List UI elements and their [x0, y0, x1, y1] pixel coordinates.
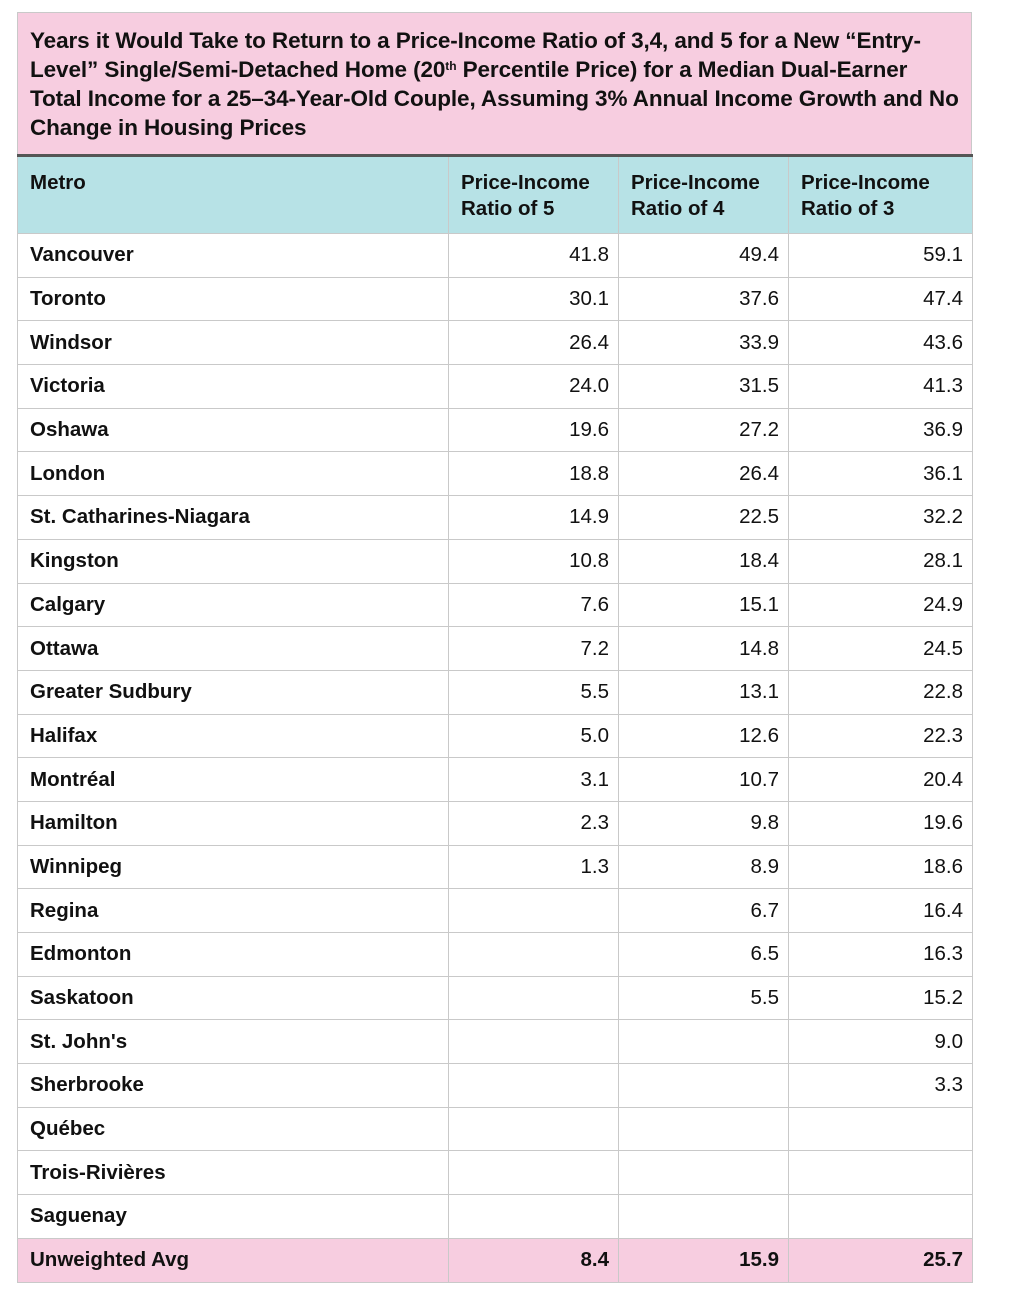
table-row	[18, 627, 973, 671]
ratio-4-value: 8.9	[619, 845, 789, 889]
average-label: Unweighted Avg	[18, 1238, 449, 1282]
table-row	[18, 365, 973, 409]
table-row	[18, 976, 973, 1020]
header-ratio-4: Price-Income Ratio of 4	[619, 156, 789, 234]
metro-name: Toronto	[18, 277, 449, 321]
ratio-5-value: 26.4	[449, 321, 619, 365]
metro-name: Regina	[18, 889, 449, 933]
table-row	[18, 277, 973, 321]
metro-name: Montréal	[18, 758, 449, 802]
ratio-4-value: 6.5	[619, 933, 789, 977]
ratio-5-value: 5.5	[449, 670, 619, 714]
metro-name: Hamilton	[18, 801, 449, 845]
ratio-5-value: 10.8	[449, 539, 619, 583]
ratio-4-value: 37.6	[619, 277, 789, 321]
metro-name: Québec	[18, 1107, 449, 1151]
table-row	[18, 408, 973, 452]
metro-name: Vancouver	[18, 234, 449, 278]
ratio-5-value: 18.8	[449, 452, 619, 496]
table-row	[18, 234, 973, 278]
ratio-5-value	[449, 889, 619, 933]
ratio-4-value: 6.7	[619, 889, 789, 933]
ratio-3-value	[789, 1195, 973, 1239]
ratio-4-value: 10.7	[619, 758, 789, 802]
ratio-3-value: 16.4	[789, 889, 973, 933]
ratio-4-value	[619, 1107, 789, 1151]
table-row	[18, 1151, 973, 1195]
ratio-4-value: 31.5	[619, 365, 789, 409]
metro-name: Ottawa	[18, 627, 449, 671]
ratio-5-value: 14.9	[449, 496, 619, 540]
ratio-3-value: 16.3	[789, 933, 973, 977]
header-ratio-3: Price-Income Ratio of 3	[789, 156, 973, 234]
ratio-3-value: 9.0	[789, 1020, 973, 1064]
ratio-4-value	[619, 1151, 789, 1195]
ratio-4-value: 27.2	[619, 408, 789, 452]
table-row	[18, 452, 973, 496]
ratio-5-value: 5.0	[449, 714, 619, 758]
ratio-4-value: 9.8	[619, 801, 789, 845]
ratio-5-value: 2.3	[449, 801, 619, 845]
metro-name: Windsor	[18, 321, 449, 365]
ratio-4-value: 26.4	[619, 452, 789, 496]
ratio-4-value: 15.1	[619, 583, 789, 627]
table-row	[18, 670, 973, 714]
ratio-3-value: 36.9	[789, 408, 973, 452]
metro-name: Greater Sudbury	[18, 670, 449, 714]
ratio-4-value: 13.1	[619, 670, 789, 714]
header-metro: Metro	[18, 156, 449, 234]
ratio-4-value	[619, 1020, 789, 1064]
ratio-3-value	[789, 1107, 973, 1151]
average-ratio-4: 15.9	[619, 1238, 789, 1282]
table-row	[18, 1195, 973, 1239]
metro-name: St. John's	[18, 1020, 449, 1064]
metro-name: Edmonton	[18, 933, 449, 977]
ratio-5-value: 30.1	[449, 277, 619, 321]
ratio-4-value: 49.4	[619, 234, 789, 278]
ratio-3-value: 43.6	[789, 321, 973, 365]
metro-name: London	[18, 452, 449, 496]
ratio-3-value: 3.3	[789, 1064, 973, 1108]
ratio-4-value: 12.6	[619, 714, 789, 758]
ratio-3-value: 24.9	[789, 583, 973, 627]
metro-name: Saguenay	[18, 1195, 449, 1239]
header-ratio-5: Price-Income Ratio of 5	[449, 156, 619, 234]
ratio-5-value: 1.3	[449, 845, 619, 889]
table-title-part2: Percentile Price) for a Median Dual-Earner Total Income for a 25–34-Year-Old Couple, Assuming 3% Annual Income Growth and No Change in Housing Prices	[30, 57, 959, 140]
ratio-5-value	[449, 1195, 619, 1239]
ratio-3-value: 47.4	[789, 277, 973, 321]
ratio-5-value: 7.2	[449, 627, 619, 671]
table-row	[18, 889, 973, 933]
ratio-3-value: 19.6	[789, 801, 973, 845]
metro-name: Saskatoon	[18, 976, 449, 1020]
ratio-5-value	[449, 1064, 619, 1108]
table-row	[18, 583, 973, 627]
table-row	[18, 1064, 973, 1108]
metro-name: St. Catharines-Niagara	[18, 496, 449, 540]
ratio-3-value: 20.4	[789, 758, 973, 802]
ratio-4-value	[619, 1064, 789, 1108]
metro-name: Calgary	[18, 583, 449, 627]
table-title-part1: Years it Would Take to Return to a Price-Income Ratio of 3,4, and 5 for a New “Entry-Level” Single/Semi-Detached Home (20	[30, 28, 921, 82]
ratio-3-value: 18.6	[789, 845, 973, 889]
ratio-4-value: 22.5	[619, 496, 789, 540]
ratio-3-value: 22.3	[789, 714, 973, 758]
ratio-3-value	[789, 1151, 973, 1195]
ratio-3-value: 36.1	[789, 452, 973, 496]
ratio-4-value: 33.9	[619, 321, 789, 365]
table-row	[18, 714, 973, 758]
table-row	[18, 1020, 973, 1064]
ratio-3-value: 15.2	[789, 976, 973, 1020]
ratio-4-value: 5.5	[619, 976, 789, 1020]
metro-name: Oshawa	[18, 408, 449, 452]
ratio-5-value: 7.6	[449, 583, 619, 627]
metro-name: Sherbrooke	[18, 1064, 449, 1108]
ratio-5-value: 24.0	[449, 365, 619, 409]
average-ratio-3: 25.7	[789, 1238, 973, 1282]
ratio-5-value	[449, 1151, 619, 1195]
ratio-3-value: 24.5	[789, 627, 973, 671]
table-title	[17, 12, 972, 154]
ratio-table	[17, 154, 973, 1283]
table-row	[18, 496, 973, 540]
header-row	[18, 156, 973, 234]
table-row	[18, 758, 973, 802]
table-row	[18, 1107, 973, 1151]
average-row	[18, 1238, 973, 1282]
table-body	[18, 234, 973, 1283]
ratio-3-value: 41.3	[789, 365, 973, 409]
metro-name: Halifax	[18, 714, 449, 758]
table-row	[18, 801, 973, 845]
metro-name: Trois-Rivières	[18, 1151, 449, 1195]
ratio-5-value	[449, 933, 619, 977]
ratio-5-value: 19.6	[449, 408, 619, 452]
table-row	[18, 845, 973, 889]
ratio-4-value: 18.4	[619, 539, 789, 583]
table-title-superscript: th	[445, 58, 457, 73]
metro-name: Victoria	[18, 365, 449, 409]
ratio-5-value	[449, 976, 619, 1020]
ratio-3-value: 22.8	[789, 670, 973, 714]
ratio-3-value: 28.1	[789, 539, 973, 583]
ratio-4-value: 14.8	[619, 627, 789, 671]
metro-name: Kingston	[18, 539, 449, 583]
ratio-3-value: 59.1	[789, 234, 973, 278]
table-row	[18, 321, 973, 365]
ratio-3-value: 32.2	[789, 496, 973, 540]
ratio-5-value	[449, 1020, 619, 1064]
data-table-container	[17, 12, 972, 1283]
metro-name: Winnipeg	[18, 845, 449, 889]
average-ratio-5: 8.4	[449, 1238, 619, 1282]
ratio-5-value: 3.1	[449, 758, 619, 802]
ratio-5-value	[449, 1107, 619, 1151]
table-row	[18, 933, 973, 977]
ratio-5-value: 41.8	[449, 234, 619, 278]
ratio-4-value	[619, 1195, 789, 1239]
table-row	[18, 539, 973, 583]
